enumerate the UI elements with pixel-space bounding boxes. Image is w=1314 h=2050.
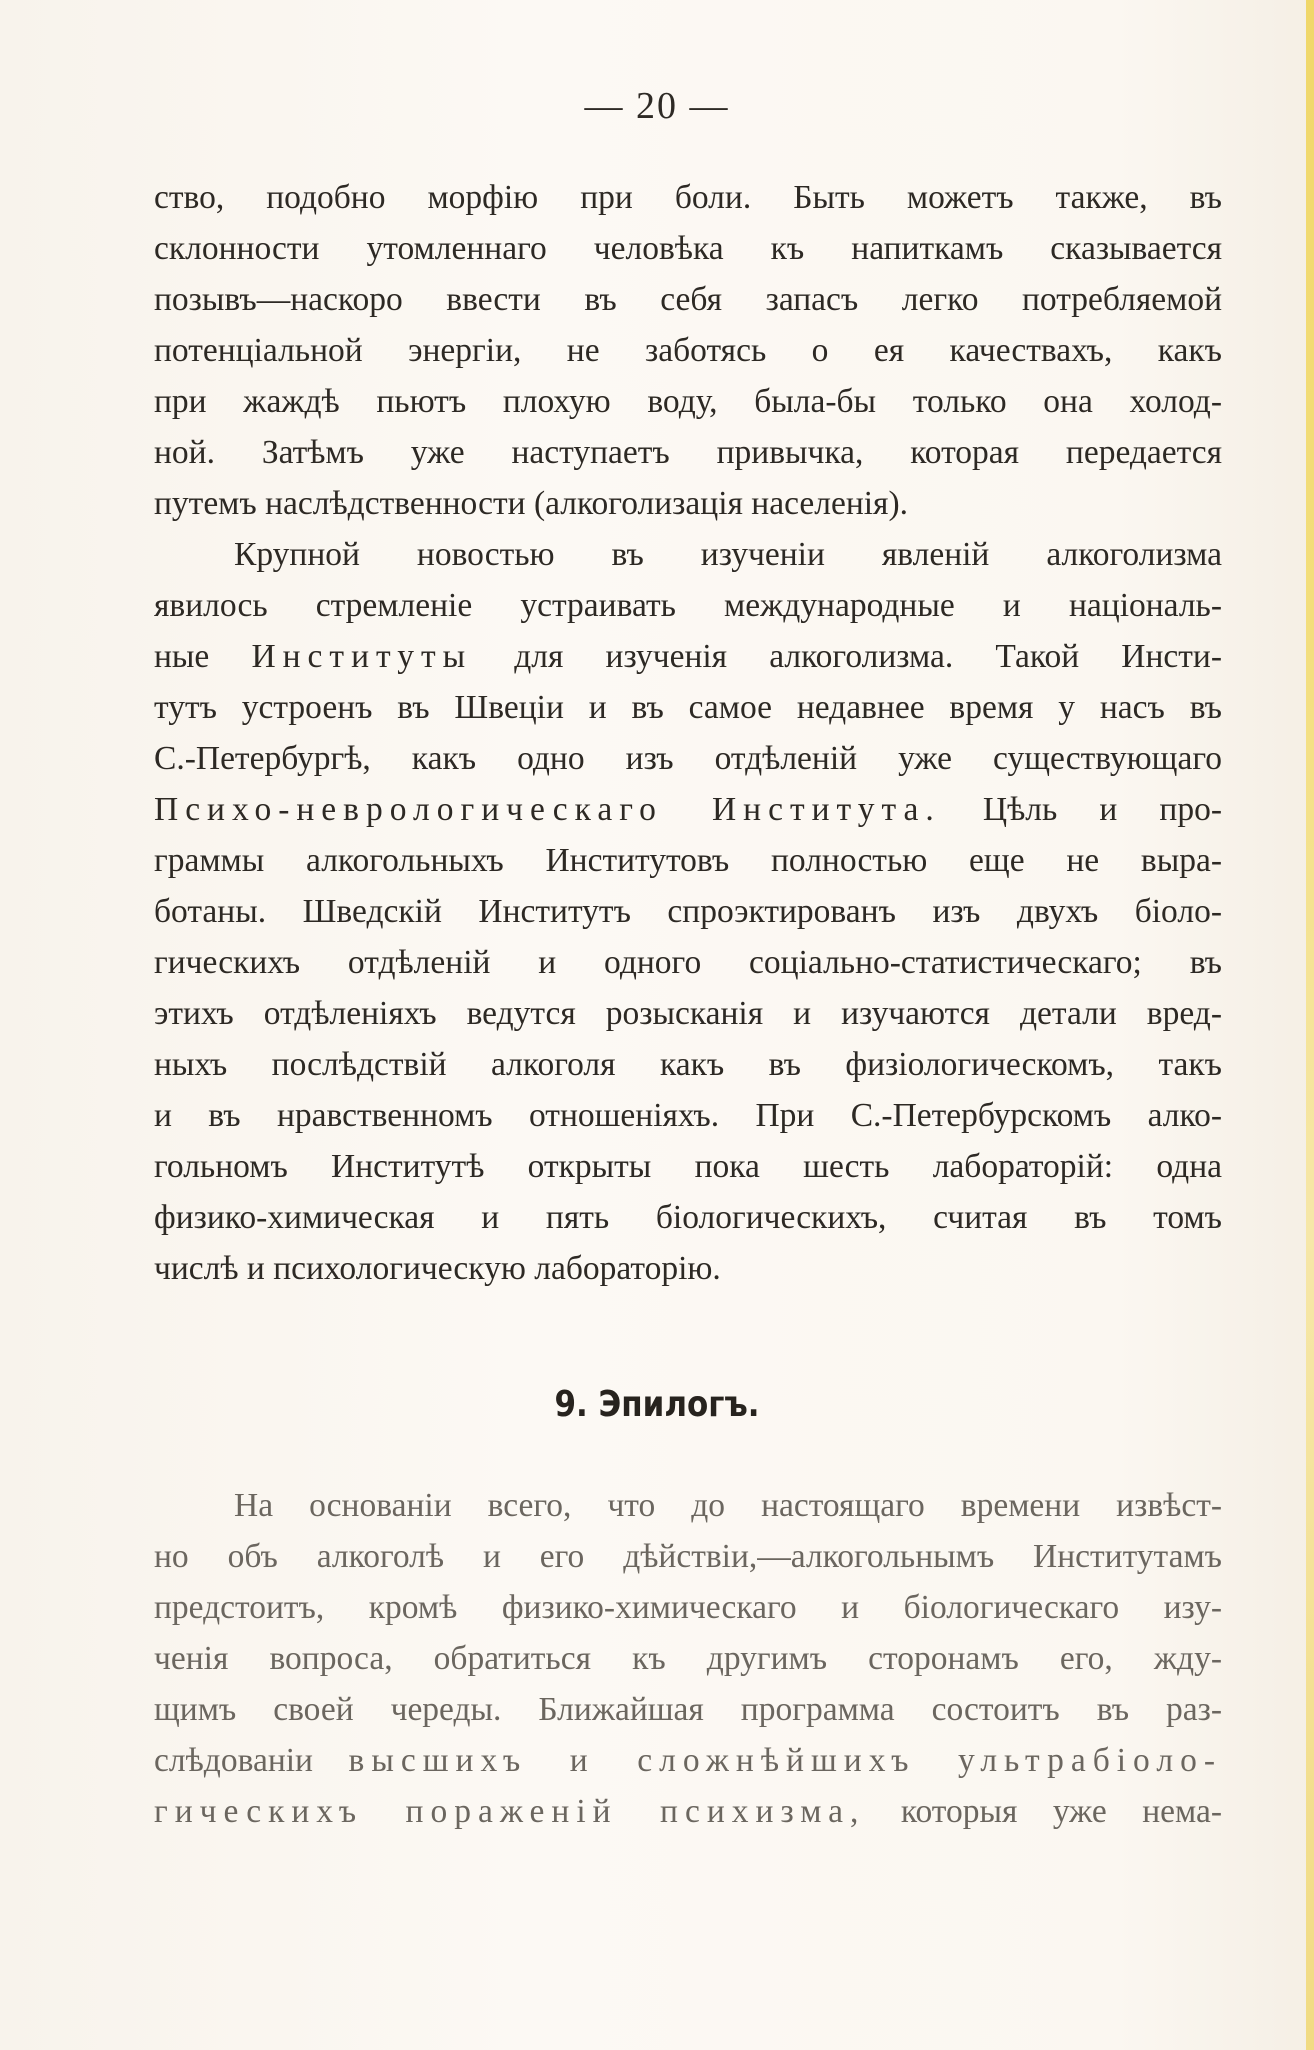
text-line: щимъ своей череды. Ближайшая программа состоитъ въ раз- [154, 1691, 1222, 1728]
text-run: Цѣль и про- [940, 791, 1222, 828]
text-line: ныхъ послѣдствій алкоголя какъ въ физіологическомъ, такъ [154, 1046, 1222, 1083]
text-line: На основаніи всего, что до настоящаго времени извѣст- [234, 1487, 1222, 1524]
text-line: ной. Затѣмъ уже наступаетъ привычка, которая передается [154, 434, 1222, 471]
text-line: гольномъ Институтѣ открыты пока шесть лабораторій: одна [154, 1148, 1222, 1185]
spaced-emphasis: высшихъ и сложнѣйшихъ ультрабіоло- [348, 1742, 1222, 1779]
text-line: и въ нравственномъ отношеніяхъ. При С.-Петербурскомъ алко- [154, 1097, 1222, 1134]
text-line: ство, подобно морфію при боли. Быть можетъ также, въ [154, 179, 1222, 216]
text-line: числѣ и психологическую лабораторію. [154, 1250, 721, 1287]
text-line: склонности утомленнаго человѣка къ напиткамъ сказывается [154, 230, 1222, 267]
text-run: ные [154, 638, 252, 675]
text-line: физико-химическая и пять біологическихъ, считая въ томъ [154, 1199, 1222, 1236]
page-number: — 20 — [584, 85, 730, 127]
text-line: предстоитъ, кромѣ физико-химическаго и біологическаго изу- [154, 1589, 1222, 1626]
text-line: тутъ устроенъ въ Швеціи и въ самое недавнее время у насъ въ [154, 689, 1222, 726]
text-line [154, 1735, 1222, 1786]
section-heading: 9. Эпилогъ. [554, 1384, 760, 1425]
paragraph-continuation [154, 172, 1222, 1294]
text-line: позывъ—наскоро ввести въ себя запасъ легко потребляемой [154, 281, 1222, 318]
text-line [154, 631, 1222, 682]
spaced-emphasis: Институты [251, 638, 473, 675]
text-line: Крупной новостью въ изученіи явленій алкоголизма [234, 536, 1222, 573]
text-line: при жаждѣ пьютъ плохую воду, была-бы только она холод- [154, 383, 1222, 420]
page-edge-strip [1306, 0, 1314, 2050]
text-line: но объ алкоголѣ и его дѣйствіи,—алкогольнымъ Институтамъ [154, 1538, 1222, 1575]
text-line: потенціальной энергіи, не заботясь о ея качествахъ, какъ [154, 332, 1222, 369]
text-line: явилось стремленіе устраивать международные и національ- [154, 587, 1222, 624]
spaced-emphasis: гическихъ пораженій психизма, [154, 1793, 866, 1830]
text-line: гическихъ отдѣленій и одного соціально-статистическаго; въ [154, 944, 1222, 981]
text-line: ченія вопроса, обратиться къ другимъ сторонамъ его, жду- [154, 1640, 1222, 1677]
text-run: слѣдованіи [154, 1742, 349, 1779]
text-line: С.-Петербургѣ, какъ одно изъ отдѣленій уже существующаго [154, 740, 1222, 777]
text-line [154, 784, 1222, 835]
text-line [154, 1786, 1222, 1837]
text-line: граммы алкогольныхъ Институтовъ полностью еще не выра- [154, 842, 1222, 879]
text-run: которыя уже нема- [865, 1793, 1223, 1830]
text-line: путемъ наслѣдственности (алкоголизація населенія). [154, 485, 908, 522]
text-line: этихъ отдѣленіяхъ ведутся розысканія и изучаются детали вред- [154, 995, 1222, 1032]
epilogue-paragraph [154, 1480, 1222, 1837]
text-run: для изученія алкоголизма. Такой Инсти- [472, 638, 1222, 675]
text-line: ботаны. Шведскій Институтъ спроэктированъ изъ двухъ біоло- [154, 893, 1222, 930]
spaced-emphasis: Психо-неврологическаго Института. [154, 791, 941, 828]
